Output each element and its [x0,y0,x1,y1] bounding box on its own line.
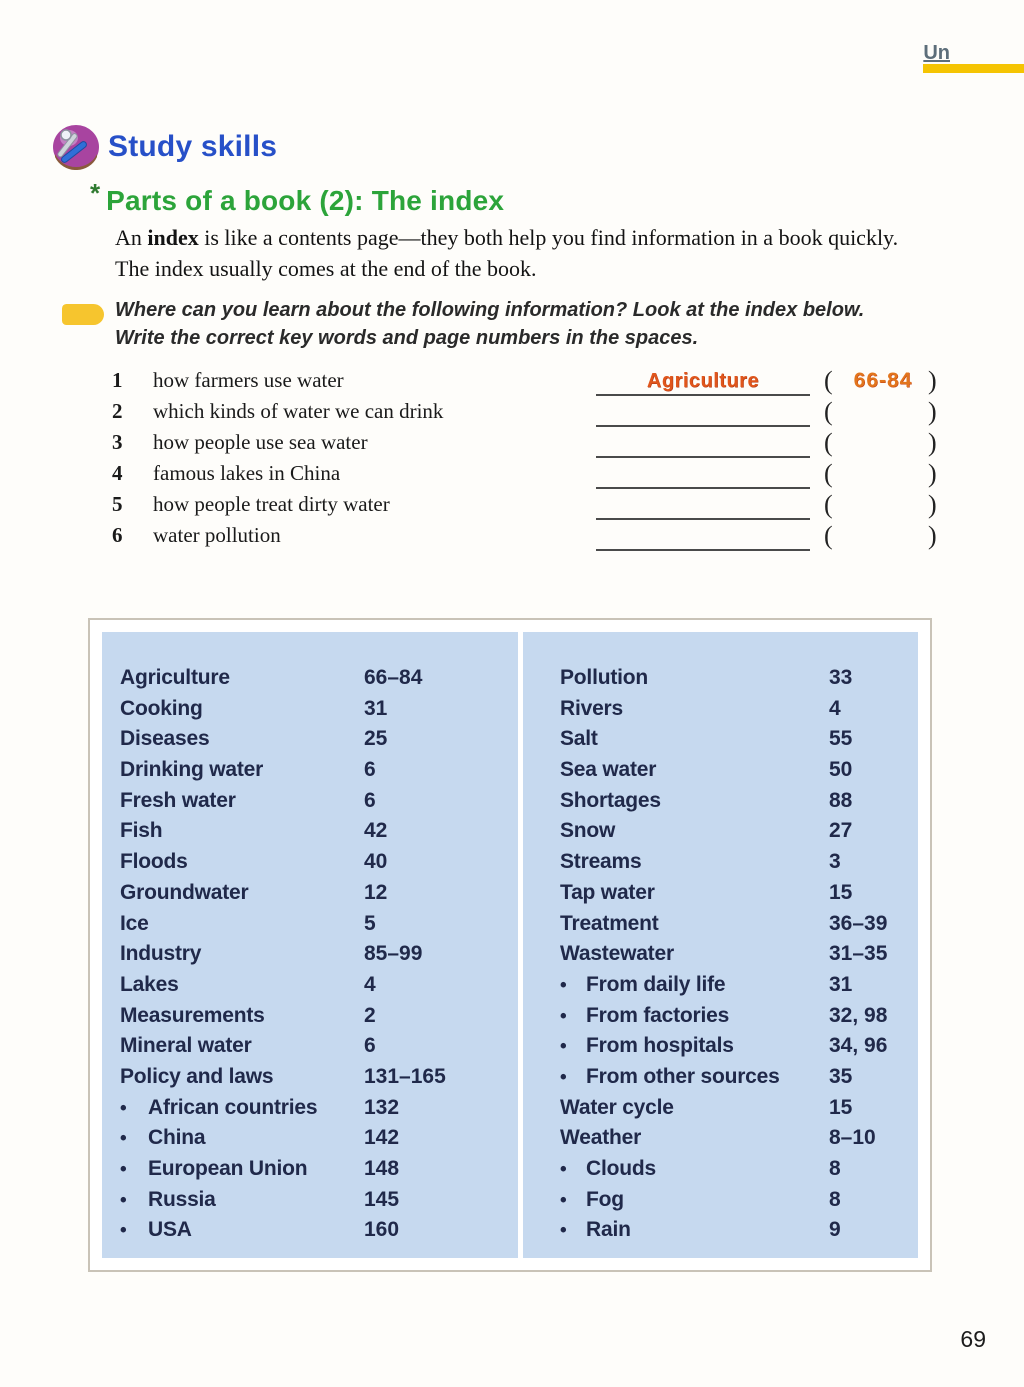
index-pages: 66–84 [364,666,423,689]
index-row [120,1188,518,1219]
question-number: 2 [112,399,123,423]
index-term-text: Tap water [560,880,655,904]
index-row [120,1096,518,1127]
index-term-text: Pollution [560,666,649,689]
index-term-text: Treatment [560,911,659,935]
paren-close-icon: ) [928,428,937,457]
index-term [560,942,829,966]
index-pages: 15 [829,880,853,904]
index-row [120,789,518,820]
index-term-text: Streams [560,850,642,874]
paren-close-icon: ) [928,459,937,488]
index-term [560,1157,829,1181]
index-pages: 132 [364,1095,400,1119]
unit-underline-bar [923,64,1024,73]
index-row [120,1034,518,1065]
index-row [560,697,918,728]
index-term [120,1065,364,1089]
bullet-icon: • [120,1128,127,1150]
index-row [560,666,918,697]
intro-lead: An [115,225,148,250]
index-row [120,697,518,728]
index-term-text: From hospitals [586,1034,734,1058]
question-row [90,459,950,490]
index-term-text: European Union [148,1157,308,1180]
question-row [90,490,950,521]
index-term [560,666,829,690]
index-pages: 55 [829,727,853,751]
index-term-text: Ice [120,911,149,935]
index-row [560,1065,918,1096]
index-pages: 88 [829,788,853,812]
index-term-text: Drinking water [120,758,264,782]
question-list [90,366,950,552]
index-term [560,912,829,936]
index-column-right [523,632,918,1258]
bullet-icon: • [560,974,567,996]
index-row [560,881,918,912]
index-term [560,1065,829,1089]
question-text: how people use sea water [153,430,368,454]
index-term [120,727,364,751]
paren-open-icon: ( [824,490,833,519]
index-pages: 31–35 [829,942,888,966]
answer-blank-2[interactable] [596,397,810,427]
answer-blank-1[interactable] [596,366,810,396]
index-term-text: Floods [120,850,188,874]
index-row [560,850,918,881]
index-pages: 3 [829,850,841,874]
index-term [120,758,364,782]
index-term-text: Agriculture [120,666,230,689]
index-term-text: Russia [148,1187,216,1211]
index-term-text: African countries [148,1095,318,1119]
index-row [120,1004,518,1035]
index-term [560,727,829,751]
index-term [560,1004,829,1028]
index-row [560,1034,918,1065]
index-term [120,912,364,936]
intro-rest: is like a contents page—they both help you find information in a book quickly. The index usually comes at the end of the book. [115,225,899,281]
index-pages: 5 [364,911,376,935]
asterisk-marker: * [90,178,101,208]
index-row [560,942,918,973]
index-term-text: Mineral water [120,1034,252,1058]
index-row [120,1218,518,1249]
index-term [120,1034,364,1058]
index-row [560,1157,918,1188]
question-number: 1 [112,368,123,392]
index-term-text: Fog [586,1187,624,1211]
question-number: 6 [112,523,123,547]
index-term-text: From other sources [586,1064,780,1088]
paren-close-icon: ) [928,397,937,426]
paren-open-icon: ( [824,397,833,426]
index-term [560,881,829,905]
bullet-icon: • [560,1159,567,1180]
index-term [120,973,364,997]
index-term-text: Fish [120,819,163,843]
index-term [120,881,364,905]
index-pages: 35 [829,1064,853,1088]
index-term-text: Fresh water [120,788,236,812]
index-term-text: Lakes [120,972,179,996]
question-number: 4 [112,461,123,485]
index-pages: 34, 96 [829,1034,888,1058]
paren-open-icon: ( [824,521,833,550]
index-pages: 36–39 [829,911,888,935]
index-term [120,1157,364,1181]
index-term [120,1218,364,1242]
section-title: Study skills [108,130,278,164]
index-row [120,1157,518,1188]
index-term-text: Rain [586,1218,631,1242]
answer-blank-4[interactable] [596,459,810,489]
bullet-icon: • [120,1159,127,1180]
index-term [120,1096,364,1120]
index-row [560,727,918,758]
index-term-text: Rivers [560,696,624,720]
index-pages: 15 [829,1095,853,1119]
index-column-left [102,632,518,1258]
index-row [120,850,518,881]
index-row [560,758,918,789]
answer-handwriting: Agriculture [646,370,760,392]
index-term [120,850,364,874]
study-skills-badge-icon [52,124,100,170]
index-pages: 33 [829,666,853,689]
unit-label: Un [923,42,950,64]
question-row [90,428,950,459]
index-pages: 4 [829,696,841,720]
index-pages: 27 [829,819,853,843]
index-row [120,727,518,758]
index-term-text: Measurements [120,1003,265,1027]
question-text: how farmers use water [153,368,344,392]
index-term-text: Weather [560,1126,642,1150]
index-term [560,973,829,997]
index-term [120,1126,364,1150]
answer-blank-3[interactable] [596,428,810,458]
index-row [560,1218,918,1249]
index-row [560,789,918,820]
question-row [90,366,950,397]
question-row [90,521,950,552]
index-term [120,819,364,843]
index-row [560,1126,918,1157]
index-row [560,1096,918,1127]
index-pages: 8 [829,1157,841,1180]
index-pages: 85–99 [364,942,423,966]
paren-open-icon: ( [824,366,833,395]
bullet-icon: • [120,1189,127,1211]
index-pages: 8 [829,1187,841,1211]
index-pages: 42 [364,819,388,843]
index-row [560,1004,918,1035]
index-pages: 31 [364,696,388,720]
index-term-text: Cooking [120,696,203,720]
index-term [560,1218,829,1242]
index-term-text: Water cycle [560,1095,674,1119]
index-term-text: Clouds [586,1157,656,1180]
task-instruction-block [62,296,912,352]
question-row [90,397,950,428]
index-term [560,1034,829,1058]
task-bullet-icon [62,304,104,325]
index-term [120,1004,364,1028]
paren-open-icon: ( [824,428,833,457]
index-table [88,618,932,1272]
question-number: 3 [112,430,123,454]
index-row [120,942,518,973]
answer-blank-5[interactable] [596,490,810,520]
task-instructions: Where can you learn about the following information? Look at the index below. Write the correct key words and page numbers in the spaces. [115,299,865,349]
index-term [560,1188,829,1212]
index-pages: 50 [829,758,853,782]
index-pages: 4 [364,972,376,996]
intro-bold-word: index [147,225,199,250]
index-term [120,1188,364,1212]
index-term [120,666,364,690]
paren-close-icon: ) [928,366,937,395]
lesson-heading [90,178,504,217]
bullet-icon: • [120,1220,127,1242]
index-term [560,1126,829,1150]
index-row [560,973,918,1004]
index-term-text: Industry [120,942,202,966]
index-row [120,973,518,1004]
index-term [120,789,364,813]
index-row [560,912,918,943]
index-term-text: Salt [560,727,598,751]
question-text: famous lakes in China [153,461,341,485]
index-pages: 12 [364,880,388,904]
index-pages: 32, 98 [829,1003,888,1027]
answer-pages-1[interactable]: 66-84 [853,369,913,392]
index-pages: 31 [829,972,853,996]
index-term-text: From factories [586,1003,730,1027]
index-term-text: Snow [560,819,616,843]
question-text: water pollution [153,523,281,547]
bullet-icon: • [560,1066,567,1088]
index-pages: 40 [364,850,388,874]
paren-close-icon: ) [928,490,937,519]
question-text: how people treat dirty water [153,492,390,516]
index-term-text: USA [148,1218,192,1242]
index-pages: 160 [364,1218,400,1242]
index-pages: 8–10 [829,1126,876,1150]
bullet-icon: • [560,1220,567,1242]
bullet-icon: • [560,1005,567,1027]
bullet-icon: • [560,1189,567,1211]
index-row [560,1188,918,1219]
index-term [560,850,829,874]
index-term [560,758,829,782]
index-pages: 9 [829,1218,841,1242]
index-row [120,819,518,850]
study-skills-header [52,110,277,184]
index-term-text: Diseases [120,727,210,751]
index-pages: 6 [364,788,376,812]
answer-blank-6[interactable] [596,521,810,551]
index-term-text: Policy and laws [120,1064,274,1088]
index-term-text: Groundwater [120,880,249,904]
index-term-text: Wastewater [560,942,674,966]
index-term-text: From daily life [586,972,726,996]
lesson-title: Parts of a book (2): The index [106,185,505,216]
question-number: 5 [112,492,123,516]
paren-close-icon: ) [928,521,937,550]
index-term [560,1096,829,1120]
bullet-icon: • [120,1097,127,1119]
index-pages: 148 [364,1157,400,1180]
index-pages: 25 [364,727,388,751]
index-term [560,697,829,721]
index-term-text: China [148,1126,206,1150]
index-row [560,819,918,850]
index-row [120,1126,518,1157]
index-term-text: Shortages [560,788,661,812]
paren-open-icon: ( [824,459,833,488]
bullet-icon: • [560,1036,567,1058]
index-term [560,819,829,843]
question-text: which kinds of water we can drink [153,399,444,423]
index-pages: 2 [364,1003,376,1027]
index-term [120,942,364,966]
page-number: 69 [960,1326,986,1352]
index-pages: 131–165 [364,1064,446,1088]
index-term [120,697,364,721]
index-row [120,912,518,943]
index-row [120,758,518,789]
index-pages: 6 [364,758,376,782]
index-row [120,666,518,697]
index-term [560,789,829,813]
index-pages: 6 [364,1034,376,1058]
index-row [120,1065,518,1096]
index-pages: 145 [364,1187,400,1211]
intro-paragraph [115,222,930,284]
index-term-text: Sea water [560,758,657,782]
index-pages: 142 [364,1126,400,1150]
index-row [120,881,518,912]
